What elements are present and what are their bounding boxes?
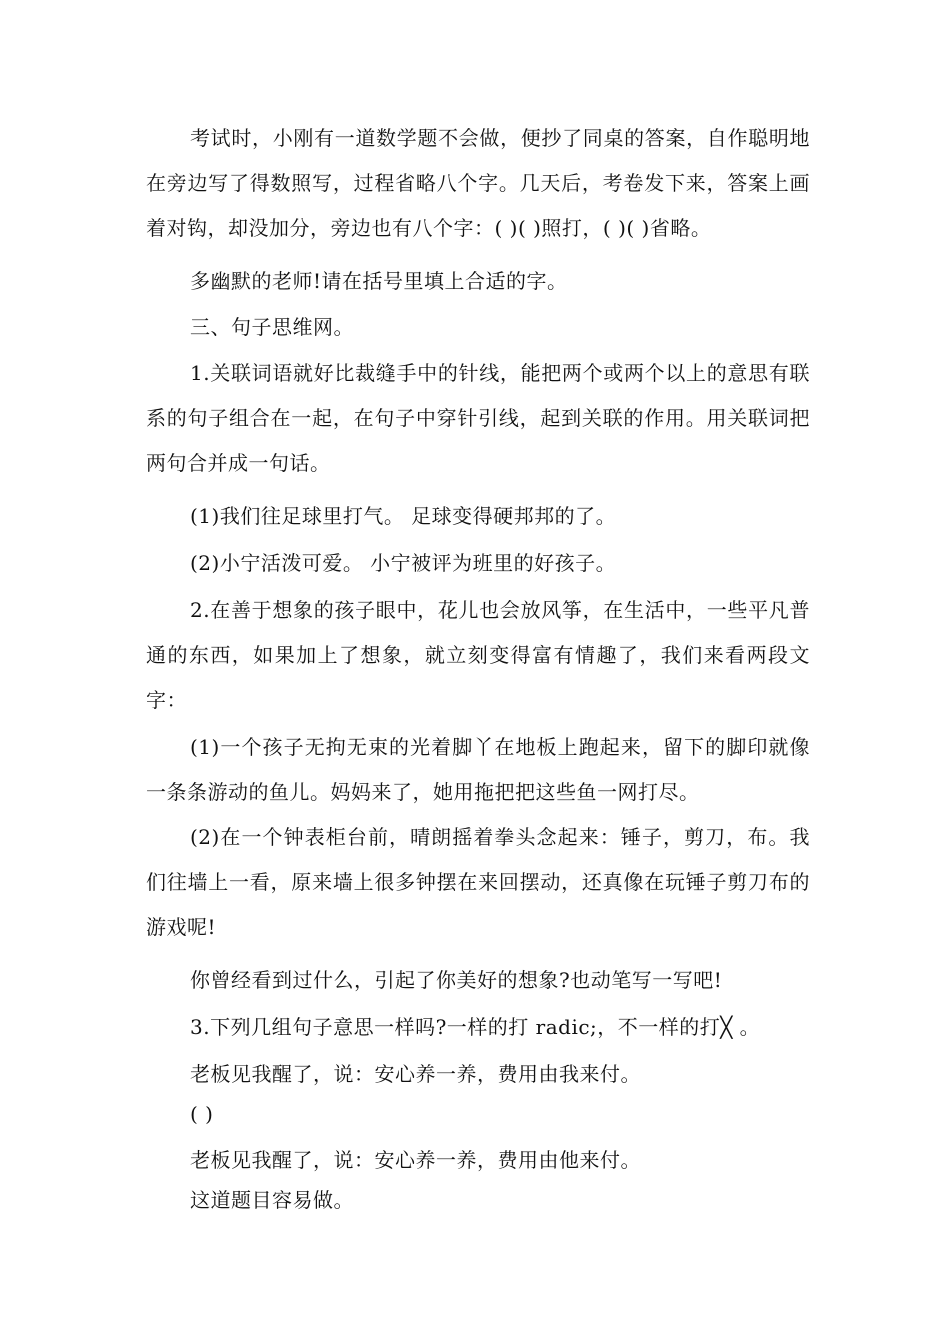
question-2-passage-2: (2)在一个钟表柜台前，晴朗摇着拳头念起来：锤子，剪刀，布。我们往墙上一看，原来墙上很多钟摆在来回摆动，还真像在玩锤子剪刀布的游戏呢! [146, 825, 810, 939]
answer-blank: ( ) [190, 1102, 214, 1126]
question-1-item-1: (1)我们往足球里打气。 足球变得硬邦邦的了。 [190, 504, 617, 528]
document-page [146, 116, 810, 1215]
question-2-passage-1: (1)一个孩子无拘无束的光着脚丫在地板上跑起来，留下的脚印就像一条条游动的鱼儿。妈妈来了，她用拖把把这些鱼一网打尽。 [146, 735, 810, 804]
paragraph-exam-story: 考试时，小刚有一道数学题不会做，便抄了同桌的答案，自作聪明地在旁边写了得数照写，过程省略八个字。几天后，考卷发下来，答案上画着对钩，却没加分，旁边也有八个字：( )( )照打，( )( )省略。 [146, 126, 810, 240]
question-3-sentence-b: 老板见我醒了，说：安心养一养，费用由他来付。 [190, 1148, 641, 1172]
question-1-item-2: (2)小宁活泼可爱。 小宁被评为班里的好孩子。 [190, 551, 617, 575]
question-3-sentence-a: 老板见我醒了，说：安心养一养，费用由我来付。 [190, 1062, 641, 1086]
paragraph-teacher-humor: 多幽默的老师!请在括号里填上合适的字。 [190, 269, 568, 293]
question-1-intro: 1.关联词语就好比裁缝手中的针线，能把两个或两个以上的意思有联系的句子组合在一起，在句子中穿针引线，起到关联的作用。用关联词把两句合并成一句话。 [146, 361, 810, 475]
question-2-intro: 2.在善于想象的孩子眼中，花儿也会放风筝，在生活中，一些平凡普通的东西，如果加上了想象，就立刻变得富有情趣了，我们来看两段文字： [146, 598, 810, 712]
question-3-intro: 3.下列几组句子意思一样吗?一样的打 radic;，不一样的打╳ 。 [190, 1015, 761, 1039]
question-3-sentence-c: 这道题目容易做。 [190, 1188, 354, 1212]
question-2-prompt: 你曾经看到过什么，引起了你美好的想象?也动笔写一写吧! [190, 968, 723, 992]
section-heading-3: 三、句子思维网。 [190, 315, 354, 339]
